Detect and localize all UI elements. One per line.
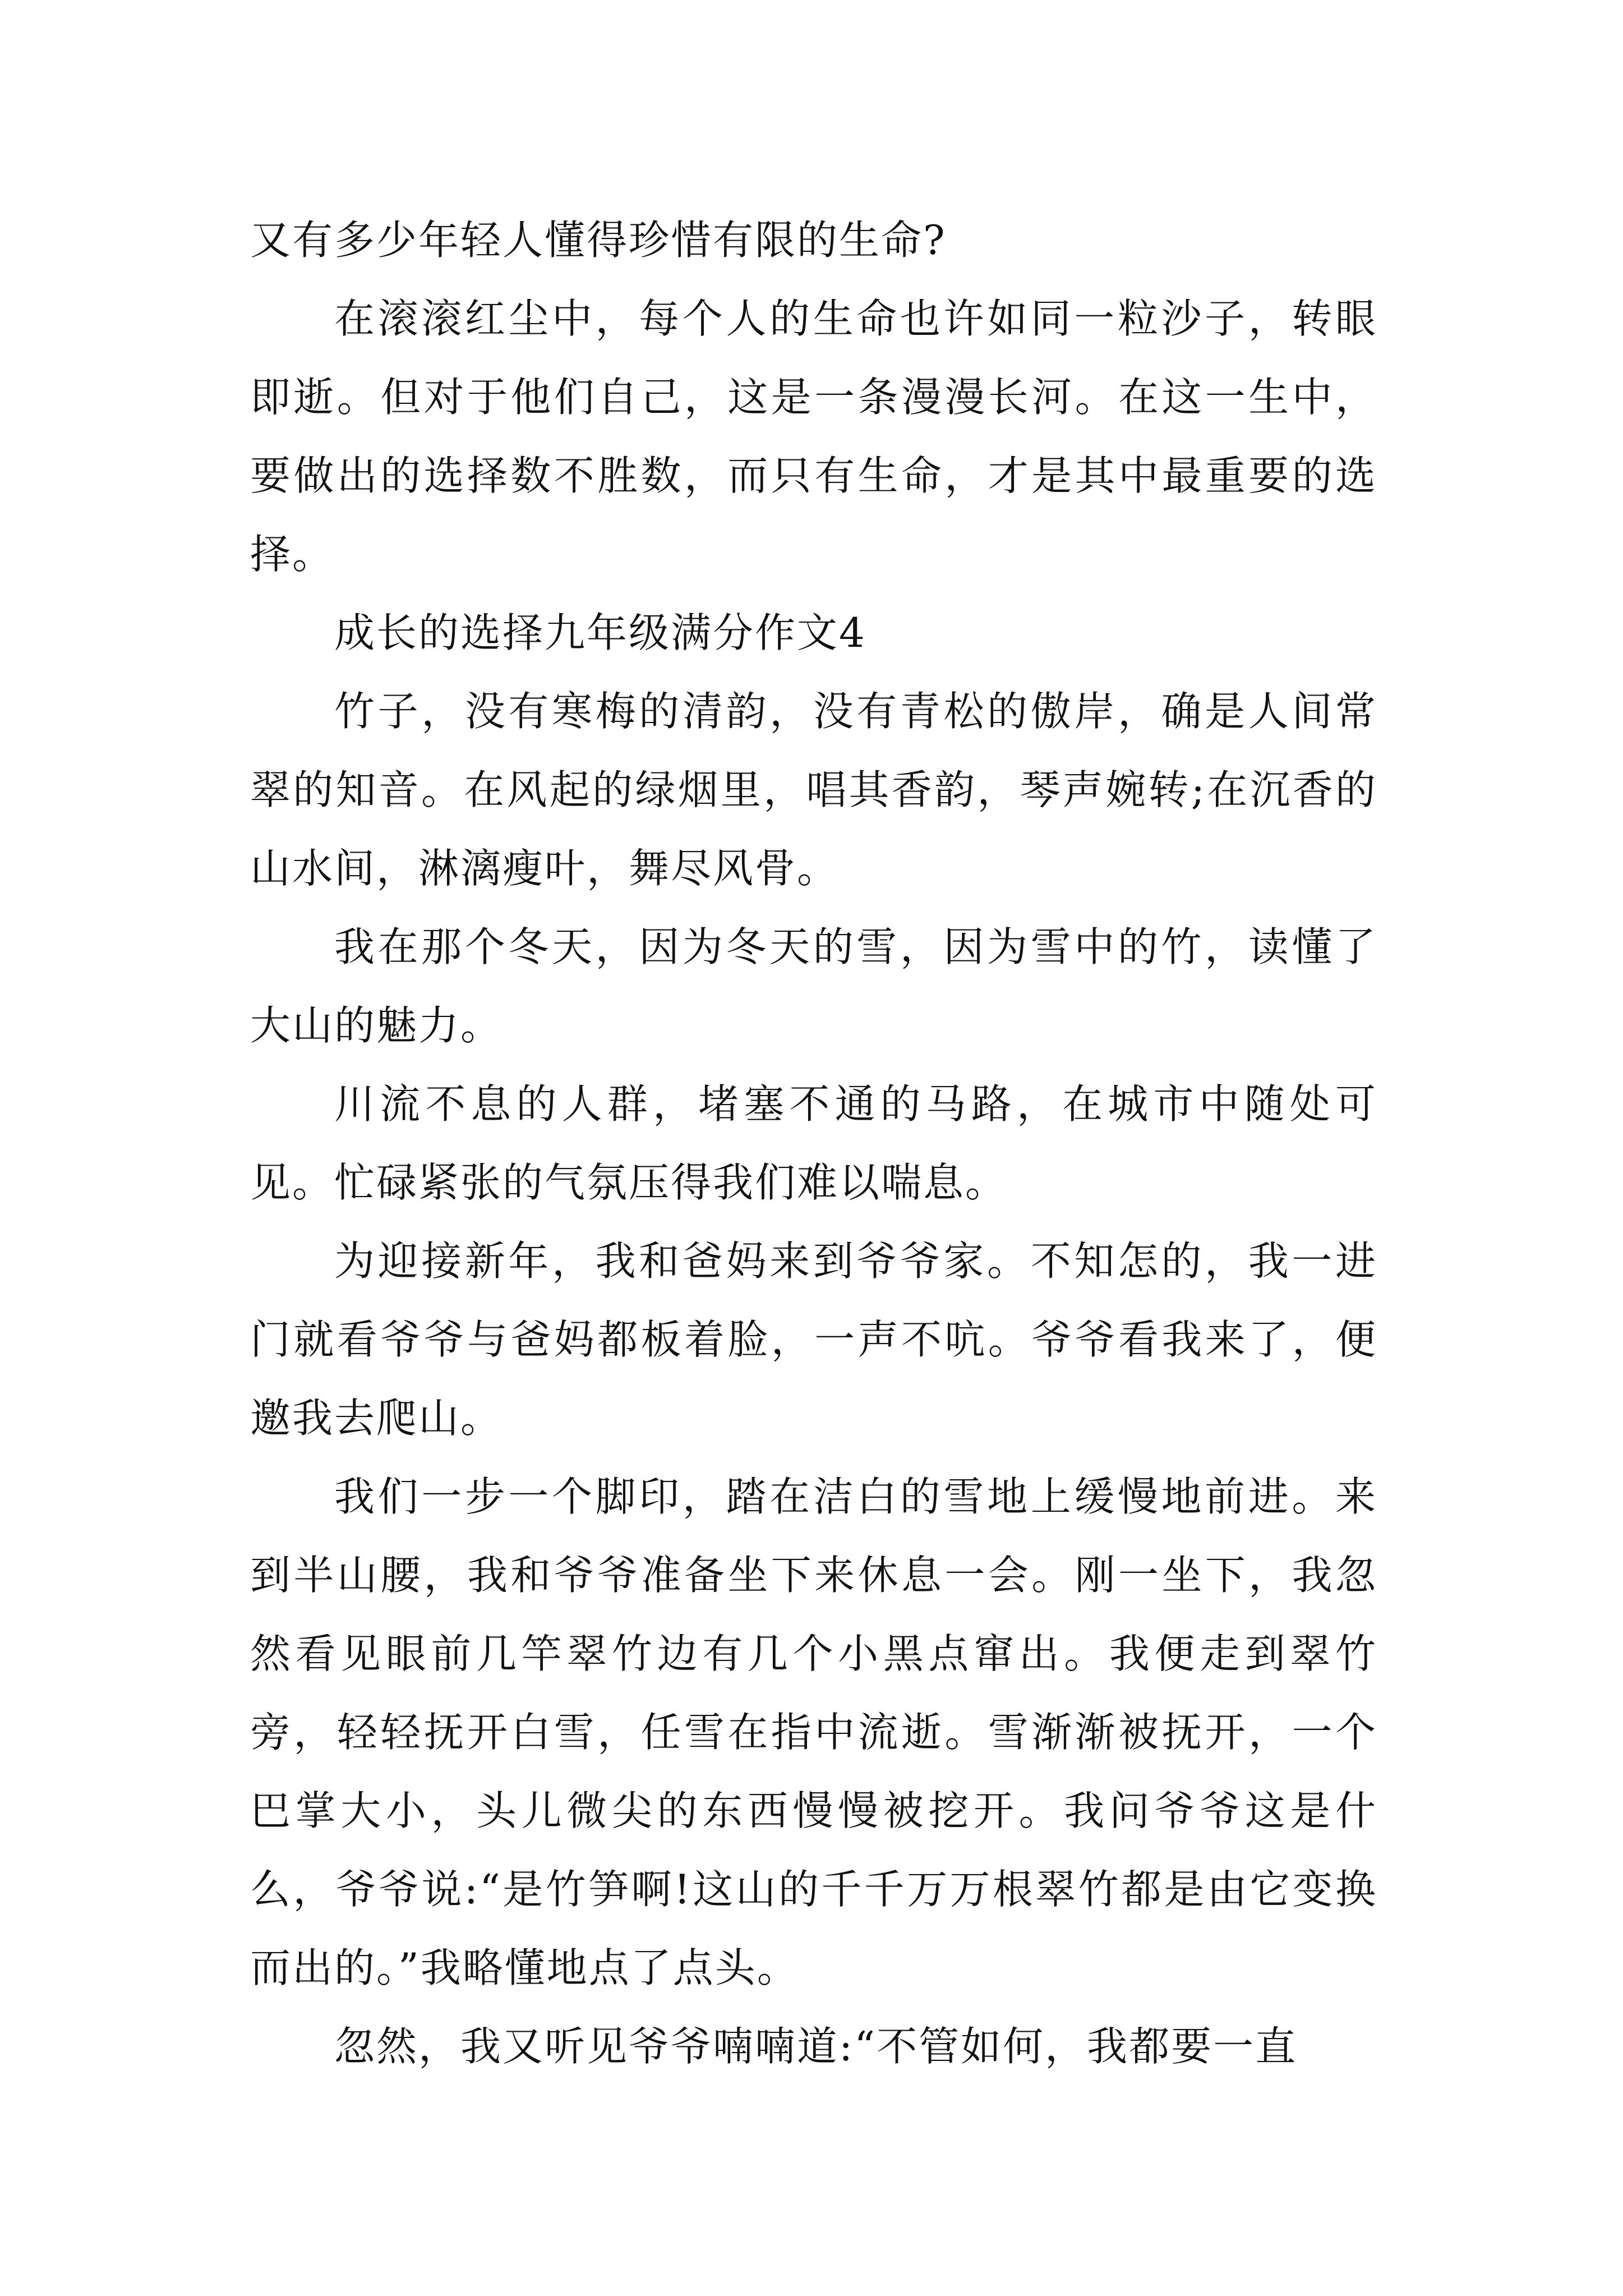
paragraph-7: 我们一步一个脚印，踏在洁白的雪地上缓慢地前进。来到半山腰，我和爷爷准备坐下来休息一会。刚一坐下，我忽然看见眼前几竿翠竹边有几个小黑点窜出。我便走到翠竹旁，轻轻抚开白雪，任雪在指中流逝。雪渐渐被抚开，一个巴掌大小，头儿微尖的东西慢慢被挖开。我问爷爷这是什么，爷爷说:“是竹笋啊!这山的千千万万根翠竹都是由它变换而出的。”我略懂地点了点头。 <box>250 1473 1377 1991</box>
paragraph-6: 为迎接新年，我和爸妈来到爷爷家。不知怎的，我一进门就看爷爷与爸妈都板着脸，一声不吭。爷爷看我来了，便邀我去爬山。 <box>250 1237 1377 1442</box>
paragraph-2: 在滚滚红尘中，每个人的生命也许如同一粒沙子，转眼即逝。但对于他们自己，这是一条漫漫长河。在这一生中，要做出的选择数不胜数，而只有生命，才是其中最重要的选择。 <box>250 295 1377 578</box>
paragraph-5: 川流不息的人群，堵塞不通的马路，在城市中随处可见。忙碌紧张的气氛压得我们难以喘息。 <box>250 1080 1377 1206</box>
paragraph-8: 忽然，我又听见爷爷喃喃道:“不管如何，我都要一直 <box>334 2023 1298 2070</box>
paragraph-4: 我在那个冬天，因为冬天的雪，因为雪中的竹，读懂了大山的魅力。 <box>250 923 1377 1049</box>
document-body <box>250 201 1377 2086</box>
paragraph-1: 又有多少年轻人懂得珍惜有限的生命? <box>250 217 947 264</box>
essay-title: 成长的选择九年级满分作文4 <box>334 609 866 656</box>
paragraph-3: 竹子，没有寒梅的清韵，没有青松的傲岸，确是人间常翠的知音。在风起的绿烟里，唱其香韵，琴声婉转;在沉香的山水间，淋漓瘦叶，舞尽风骨。 <box>250 688 1377 892</box>
